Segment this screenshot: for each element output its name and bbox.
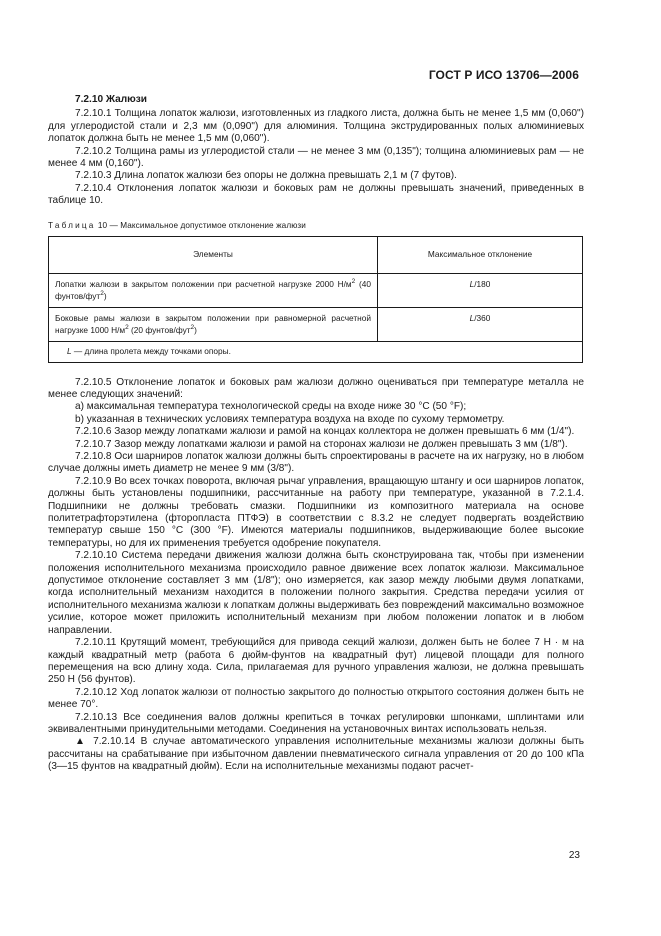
paragraph: 7.2.10.4 Отклонения лопаток жалюзи и боковых рам не должны превышать значений, приведенных в таблице 10.: [48, 182, 584, 207]
page-content: [48, 94, 584, 774]
paragraph: 7.2.10.10 Система передачи движения жалюзи должна быть сконструирована так, чтобы при изменении положения исполнительного механизма происходило равное движение всех лопаток жалюзи. Максимальное допустимое отклонение составляет 3 мм (1/8"); оно измеряется, как зазор между любыми двумя лопатками, когда исполнительный механизм находится в положении полного закрытия. Средства передачи усилия от исполнительного механизма жалюзи к лопаткам должны выдерживать без повреждений максимально возможное усилие, которое может приложить исполнительный механизм при любом положении лопаток и в любом направлении.: [48, 550, 584, 636]
paragraph: 7.2.10.6 Зазор между лопатками жалюзи и рамой на концах коллектора не должен превышать 6 мм (1/4").: [75, 426, 575, 438]
table-caption-text: 10 — Максимальное допустимое отклонение жалюзи: [95, 220, 306, 230]
table-note: L — длина пролета между точками опоры.: [49, 342, 583, 363]
paragraph: 7.2.10.8 Оси шарниров лопаток жалюзи должны быть спроектированы в расчете на их нагрузку, но в любом случае должны иметь диаметр не менее 9 мм (3/8").: [48, 451, 584, 475]
paragraph: 7.2.10.11 Крутящий момент, требующийся для привода секций жалюзи, должен быть не более 7 Н · м на каждый квадратный метр (работа 6 дюйм-фунтов на квадратный фут) лицевой площади для полного перемещения на всю длину хода. Сила, прилагаемая для ручного управления жалюзи, не должна превышать 250 Н (56 фунтов).: [48, 637, 584, 686]
paragraph: 7.2.10.12 Ход лопаток жалюзи от полностью закрытого до полностью открытого состояния должен быть не менее 70°.: [48, 686, 584, 711]
table-cell-value: L/360: [378, 308, 583, 342]
paragraph: 7.2.10.7 Зазор между лопатками жалюзи и рамой на сторонах жалюзи не должен превышать 3 мм (1/8").: [75, 438, 568, 450]
paragraph: 7.2.10.1 Толщина лопаток жалюзи, изготовленных из гладкого листа, должна быть не менее 1,5 мм (0,060") для углеродистой стали и 2,3 мм (0,090") для алюминия. Толщина экструдированных полых алюминиевых лопаток должна быть не менее 1,5 мм (0,060").: [48, 108, 584, 145]
table-cell-value: L/180: [378, 274, 583, 308]
col-header-elements: Элементы: [49, 237, 378, 274]
table-row: [49, 308, 583, 342]
list-item: a) максимальная температура технологической среды на входе ниже 30 °С (50 °F);: [75, 401, 467, 413]
table-caption-label: Таблица: [48, 220, 96, 230]
table-cell-element: Лопатки жалюзи в закрытом положении при расчетной нагрузке 2000 $Н/м^2$ (40 фунтов/фут$^2$): [49, 274, 378, 308]
deflection-table: [48, 236, 583, 363]
paragraph: 7.2.10.5 Отклонение лопаток и боковых рам жалюзи должно оцениваться при температуре металла не менее следующих значений:: [48, 376, 584, 400]
table-header-row: [49, 237, 583, 274]
table-caption: [48, 220, 584, 232]
table-row: [49, 274, 583, 308]
table-cell-element: Боковые рамы жалюзи в закрытом положении при равномерной расчетной нагрузке 1000 $Н/м^2$ (20 фунтов/фут$^2$): [49, 308, 378, 342]
table-note-row: [49, 342, 583, 363]
list-item: b) указанная в технических условиях температура воздуха на входе по сухому термометру.: [75, 413, 505, 425]
paragraph: 7.2.10.9 Во всех точках поворота, включая рычаг управления, вращающую штангу и оси шарниров лопаток, должны быть установлены подшипники, рассчитанные на работу при температуре, указанной в 7.2.1.4. Подшипники не должны требовать смазки. Подшипники из композитного материала на основе политетрафторэтилена (фторопласта ПТФЭ) в соответствии с 8.3.2 не следует подвергать воздействию температур свыше 150 °С (300 °F). Имеются материалы подшипников, выдерживающие более высокие температуры, но для их применения требуется одобрение покупателя.: [48, 475, 584, 549]
paragraph: 7.2.10.13 Все соединения валов должны крепиться в точках регулировки шпонками, шплинтами или эквивалентными принудительными методами. Соединения на установочных винтах использовать нельзя.: [48, 711, 584, 735]
paragraph: 7.2.10.2 Толщина рамы из углеродистой стали — не менее 3 мм (0,135"); толщина алюминиевых рам — не менее 4 мм (0,160").: [48, 145, 584, 170]
page-number: 23: [568, 850, 580, 861]
paragraph: ▲ 7.2.10.14 В случае автоматического управления исполнительные механизмы жалюзи должны быть рассчитаны на срабатывание при избыточном давлении пневматического сигнала управления от 20 до 100 кПа (3—15 фунтов на квадратный дюйм). Если на исполнительные механизмы подают расчет-: [48, 736, 584, 773]
document-header: ГОСТ Р ИСО 13706—2006: [428, 68, 579, 82]
section-title: 7.2.10 Жалюзи: [75, 94, 147, 105]
paragraph: 7.2.10.3 Длина лопаток жалюзи без опоры не должна превышать 2,1 м (7 футов).: [75, 170, 457, 182]
col-header-max-deflection: Максимальное отклонение: [378, 237, 583, 274]
